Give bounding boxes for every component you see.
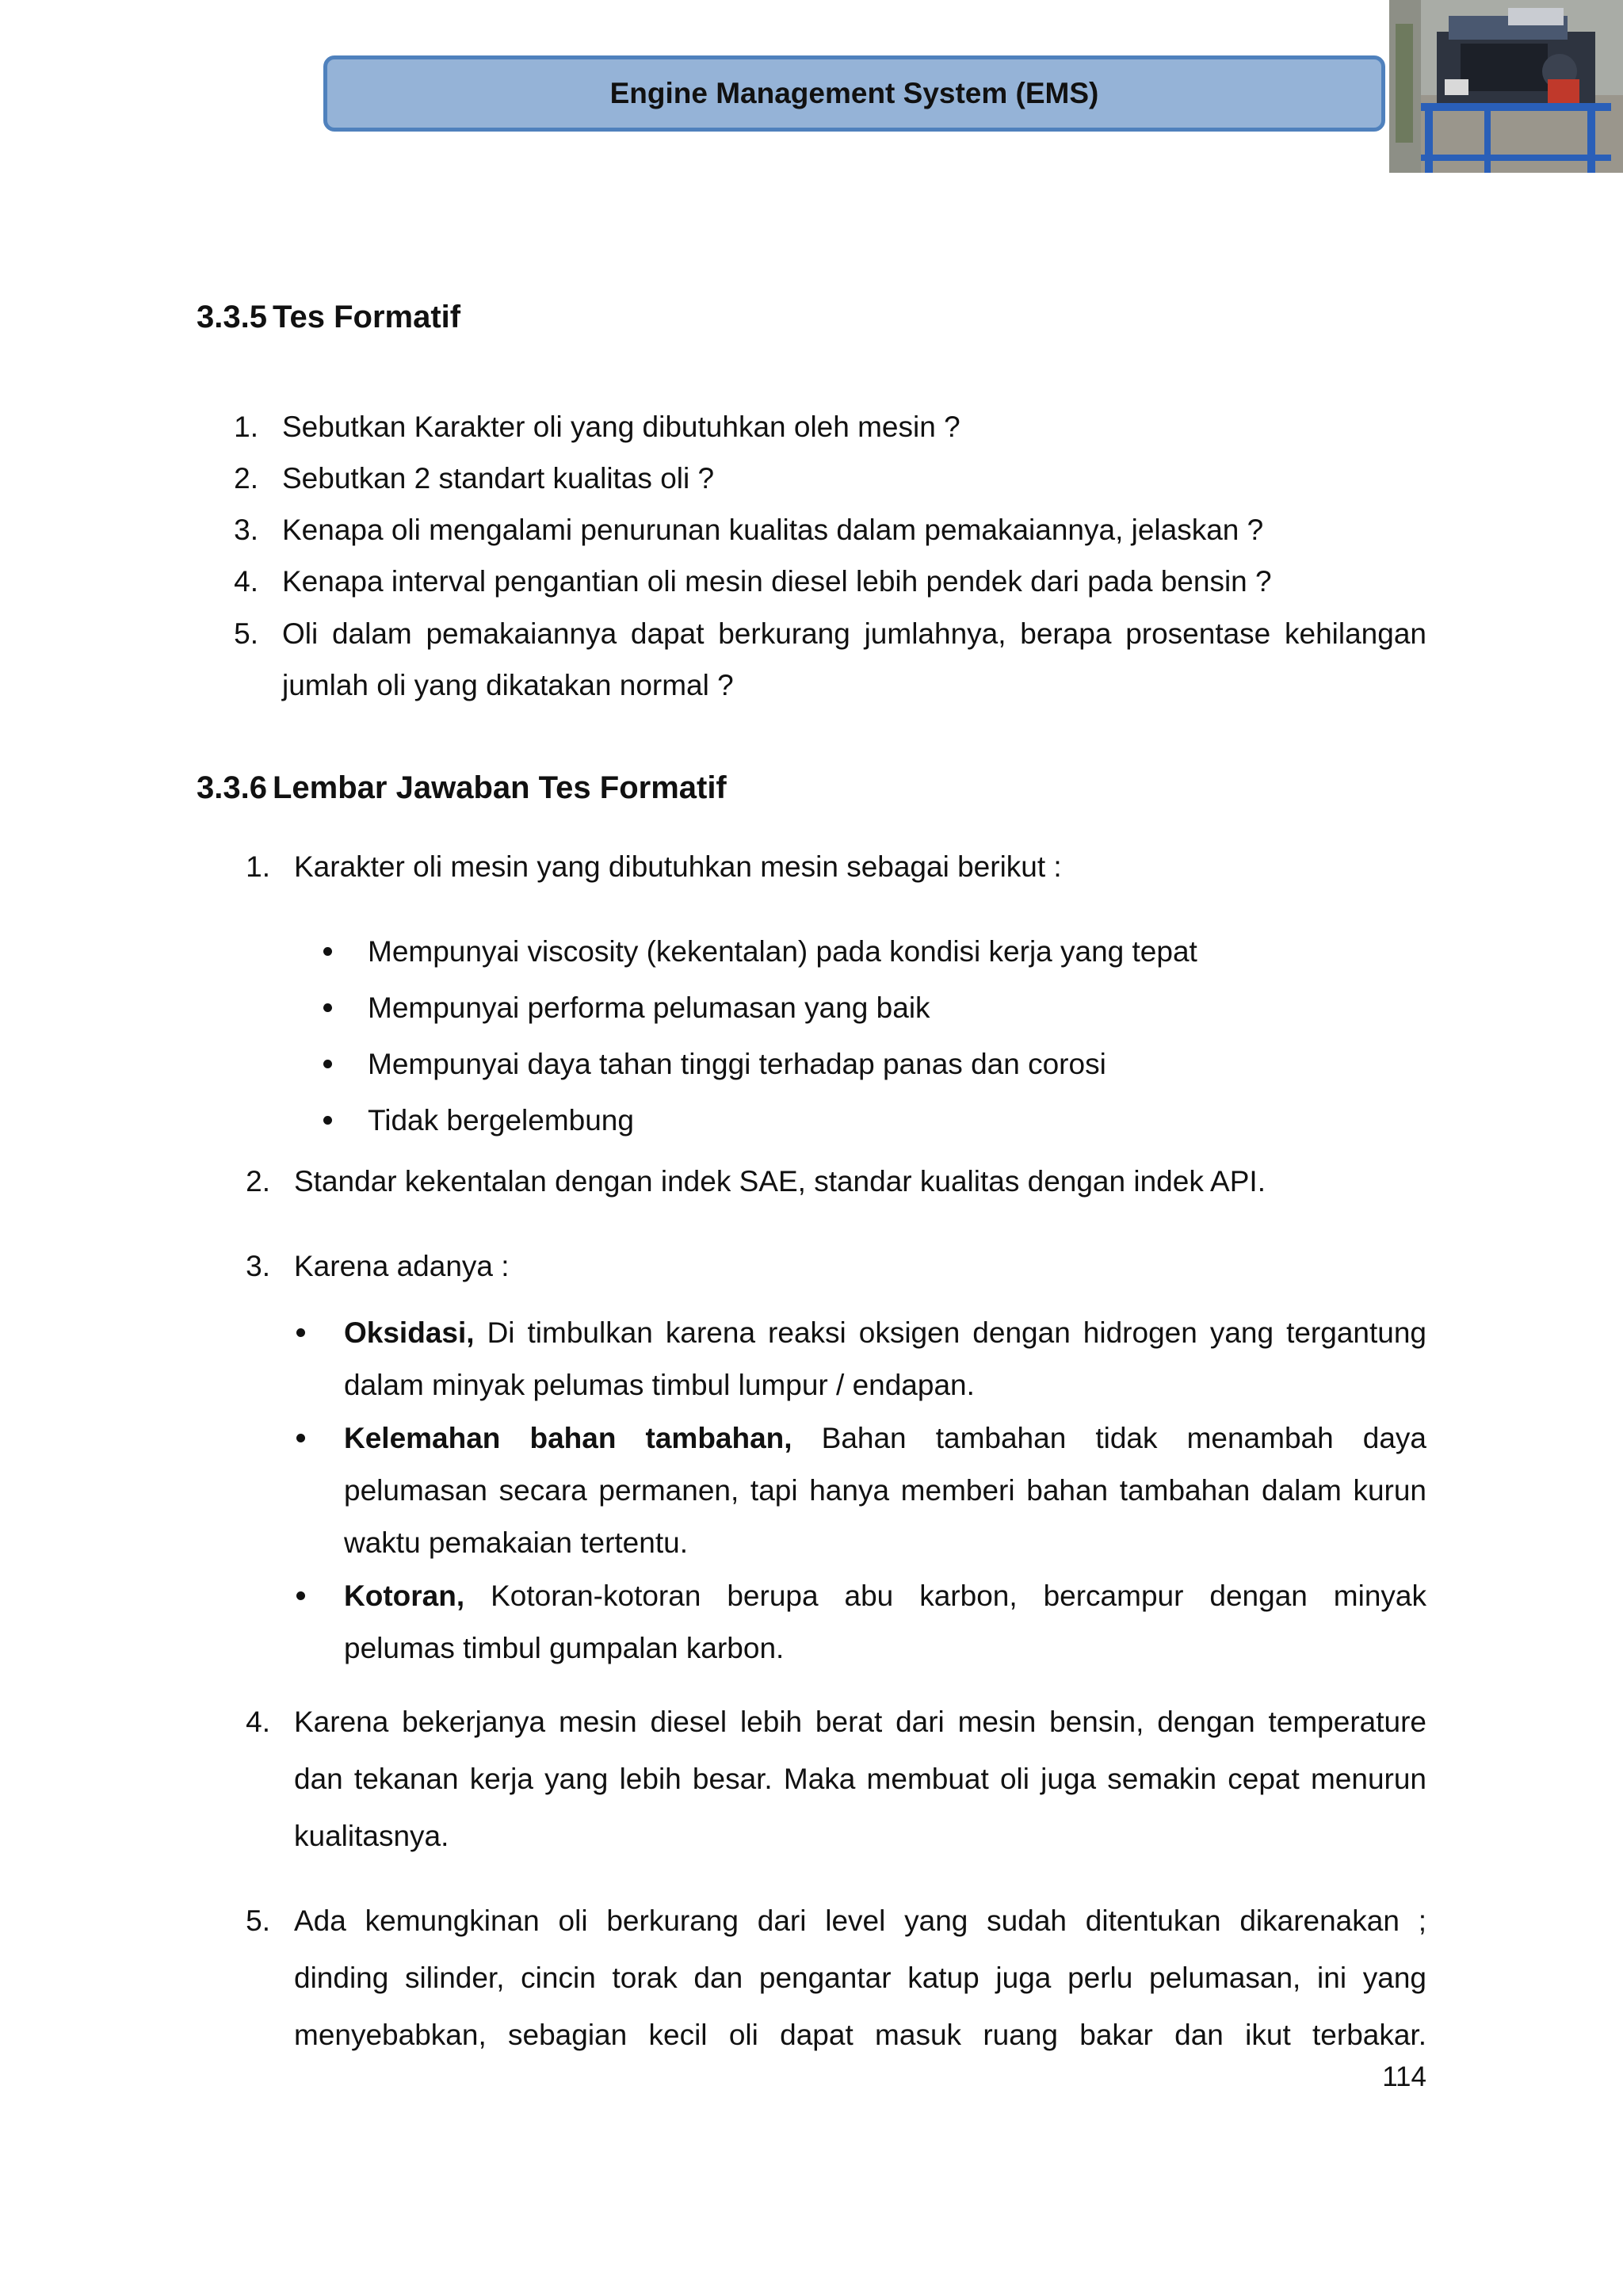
bullet-term: Kotoran, [344,1580,465,1612]
bullet-text: Mempunyai performa pelumasan yang baik [368,991,930,1024]
bullet-text-continued: waktu pemakaian tertentu. [344,1526,688,1559]
section-number: 3.3.6 [197,770,267,805]
bullet-text: Bahan tambahan tidak menambah daya [821,1422,1426,1454]
question-number: 3. [234,514,258,546]
bullet-text: Di timbulkan karena reaksi oksigen dengan hidrogen yang tergantung [487,1316,1426,1349]
question-text: Sebutkan 2 standart kualitas oli ? [282,462,715,495]
bullet-text: Kotoran-kotoran berupa abu karbon, bercampur dengan minyak [491,1580,1427,1612]
section-title-lembar-jawaban [197,770,727,806]
answer-text-continued: dinding silinder, cincin torak dan pengantar katup juga perlu pelumasan, ini yang [294,1962,1426,1994]
bullet-icon [323,1060,332,1068]
section-title-tes-formatif [197,300,460,335]
question-number: 1. [234,411,258,443]
header-banner [323,55,1385,132]
answer-number: 1. [246,850,270,883]
bullet-icon [323,1003,332,1012]
answer-text-continued: kualitasnya. [294,1820,449,1852]
engine-stand-illustration [1389,0,1623,173]
section-heading: Tes Formatif [273,300,461,334]
question-number: 5. [234,617,258,650]
bullet-text: Mempunyai daya tahan tinggi terhadap panas dan corosi [368,1048,1106,1080]
bullet-icon [296,1434,305,1442]
answer-text-continued: menyebabkan, sebagian kecil oli dapat masuk ruang bakar dan ikut terbakar. [294,2019,1426,2051]
bullet-text-continued: pelumasan secara permanen, tapi hanya memberi bahan tambahan dalam kurun [344,1474,1426,1507]
answer-text: Ada kemungkinan oli berkurang dari level yang sudah ditentukan dikarenakan ; [294,1904,1426,1937]
answer-number: 2. [246,1165,270,1198]
page-number: 114 [1382,2061,1426,2092]
header-title: Engine Management System (EMS) [609,77,1099,109]
bullet-item-line [344,1316,1426,1350]
answer-number: 5. [246,1904,270,1937]
bullet-icon [323,1116,332,1125]
question-text: Kenapa oli mengalami penurunan kualitas dalam pemakaiannya, jelaskan ? [282,514,1264,546]
question-text: Oli dalam pemakaiannya dapat berkurang jumlahnya, berapa prosentase kehilangan [282,617,1426,650]
bullet-icon [296,1328,305,1337]
answer-number: 3. [246,1250,270,1282]
bullet-text: Mempunyai viscosity (kekentalan) pada kondisi kerja yang tepat [368,935,1197,968]
bullet-icon [323,947,332,956]
question-number: 4. [234,565,258,598]
bullet-term: Kelemahan bahan tambahan, [344,1422,792,1454]
answer-text: Standar kekentalan dengan indek SAE, standar kualitas dengan indek API. [294,1165,1266,1198]
bullet-term: Oksidasi, [344,1316,475,1349]
question-text: Sebutkan Karakter oli yang dibutuhkan oleh mesin ? [282,411,960,443]
bullet-icon [296,1591,305,1600]
bullet-text-continued: dalam minyak pelumas timbul lumpur / endapan. [344,1369,975,1401]
answer-text-continued: dan tekanan kerja yang lebih besar. Maka membuat oli juga semakin cepat menurun [294,1763,1426,1795]
answer-number: 4. [246,1706,270,1738]
section-number: 3.3.5 [197,300,267,334]
answer-text: Karena adanya : [294,1250,510,1282]
question-number: 2. [234,462,258,495]
answer-text: Karena bekerjanya mesin diesel lebih berat dari mesin bensin, dengan temperature [294,1706,1426,1738]
bullet-item-line [344,1580,1426,1613]
section-heading: Lembar Jawaban Tes Formatif [273,770,727,805]
question-text: Kenapa interval pengantian oli mesin diesel lebih pendek dari pada bensin ? [282,565,1272,598]
bullet-item-line [344,1422,1426,1455]
bullet-text: Tidak bergelembung [368,1104,634,1137]
question-text-continued: jumlah oli yang dikatakan normal ? [282,669,734,701]
bullet-text-continued: pelumas timbul gumpalan karbon. [344,1632,785,1664]
answer-text: Karakter oli mesin yang dibutuhkan mesin sebagai berikut : [294,850,1062,883]
engine-stand-photo [1389,0,1623,173]
